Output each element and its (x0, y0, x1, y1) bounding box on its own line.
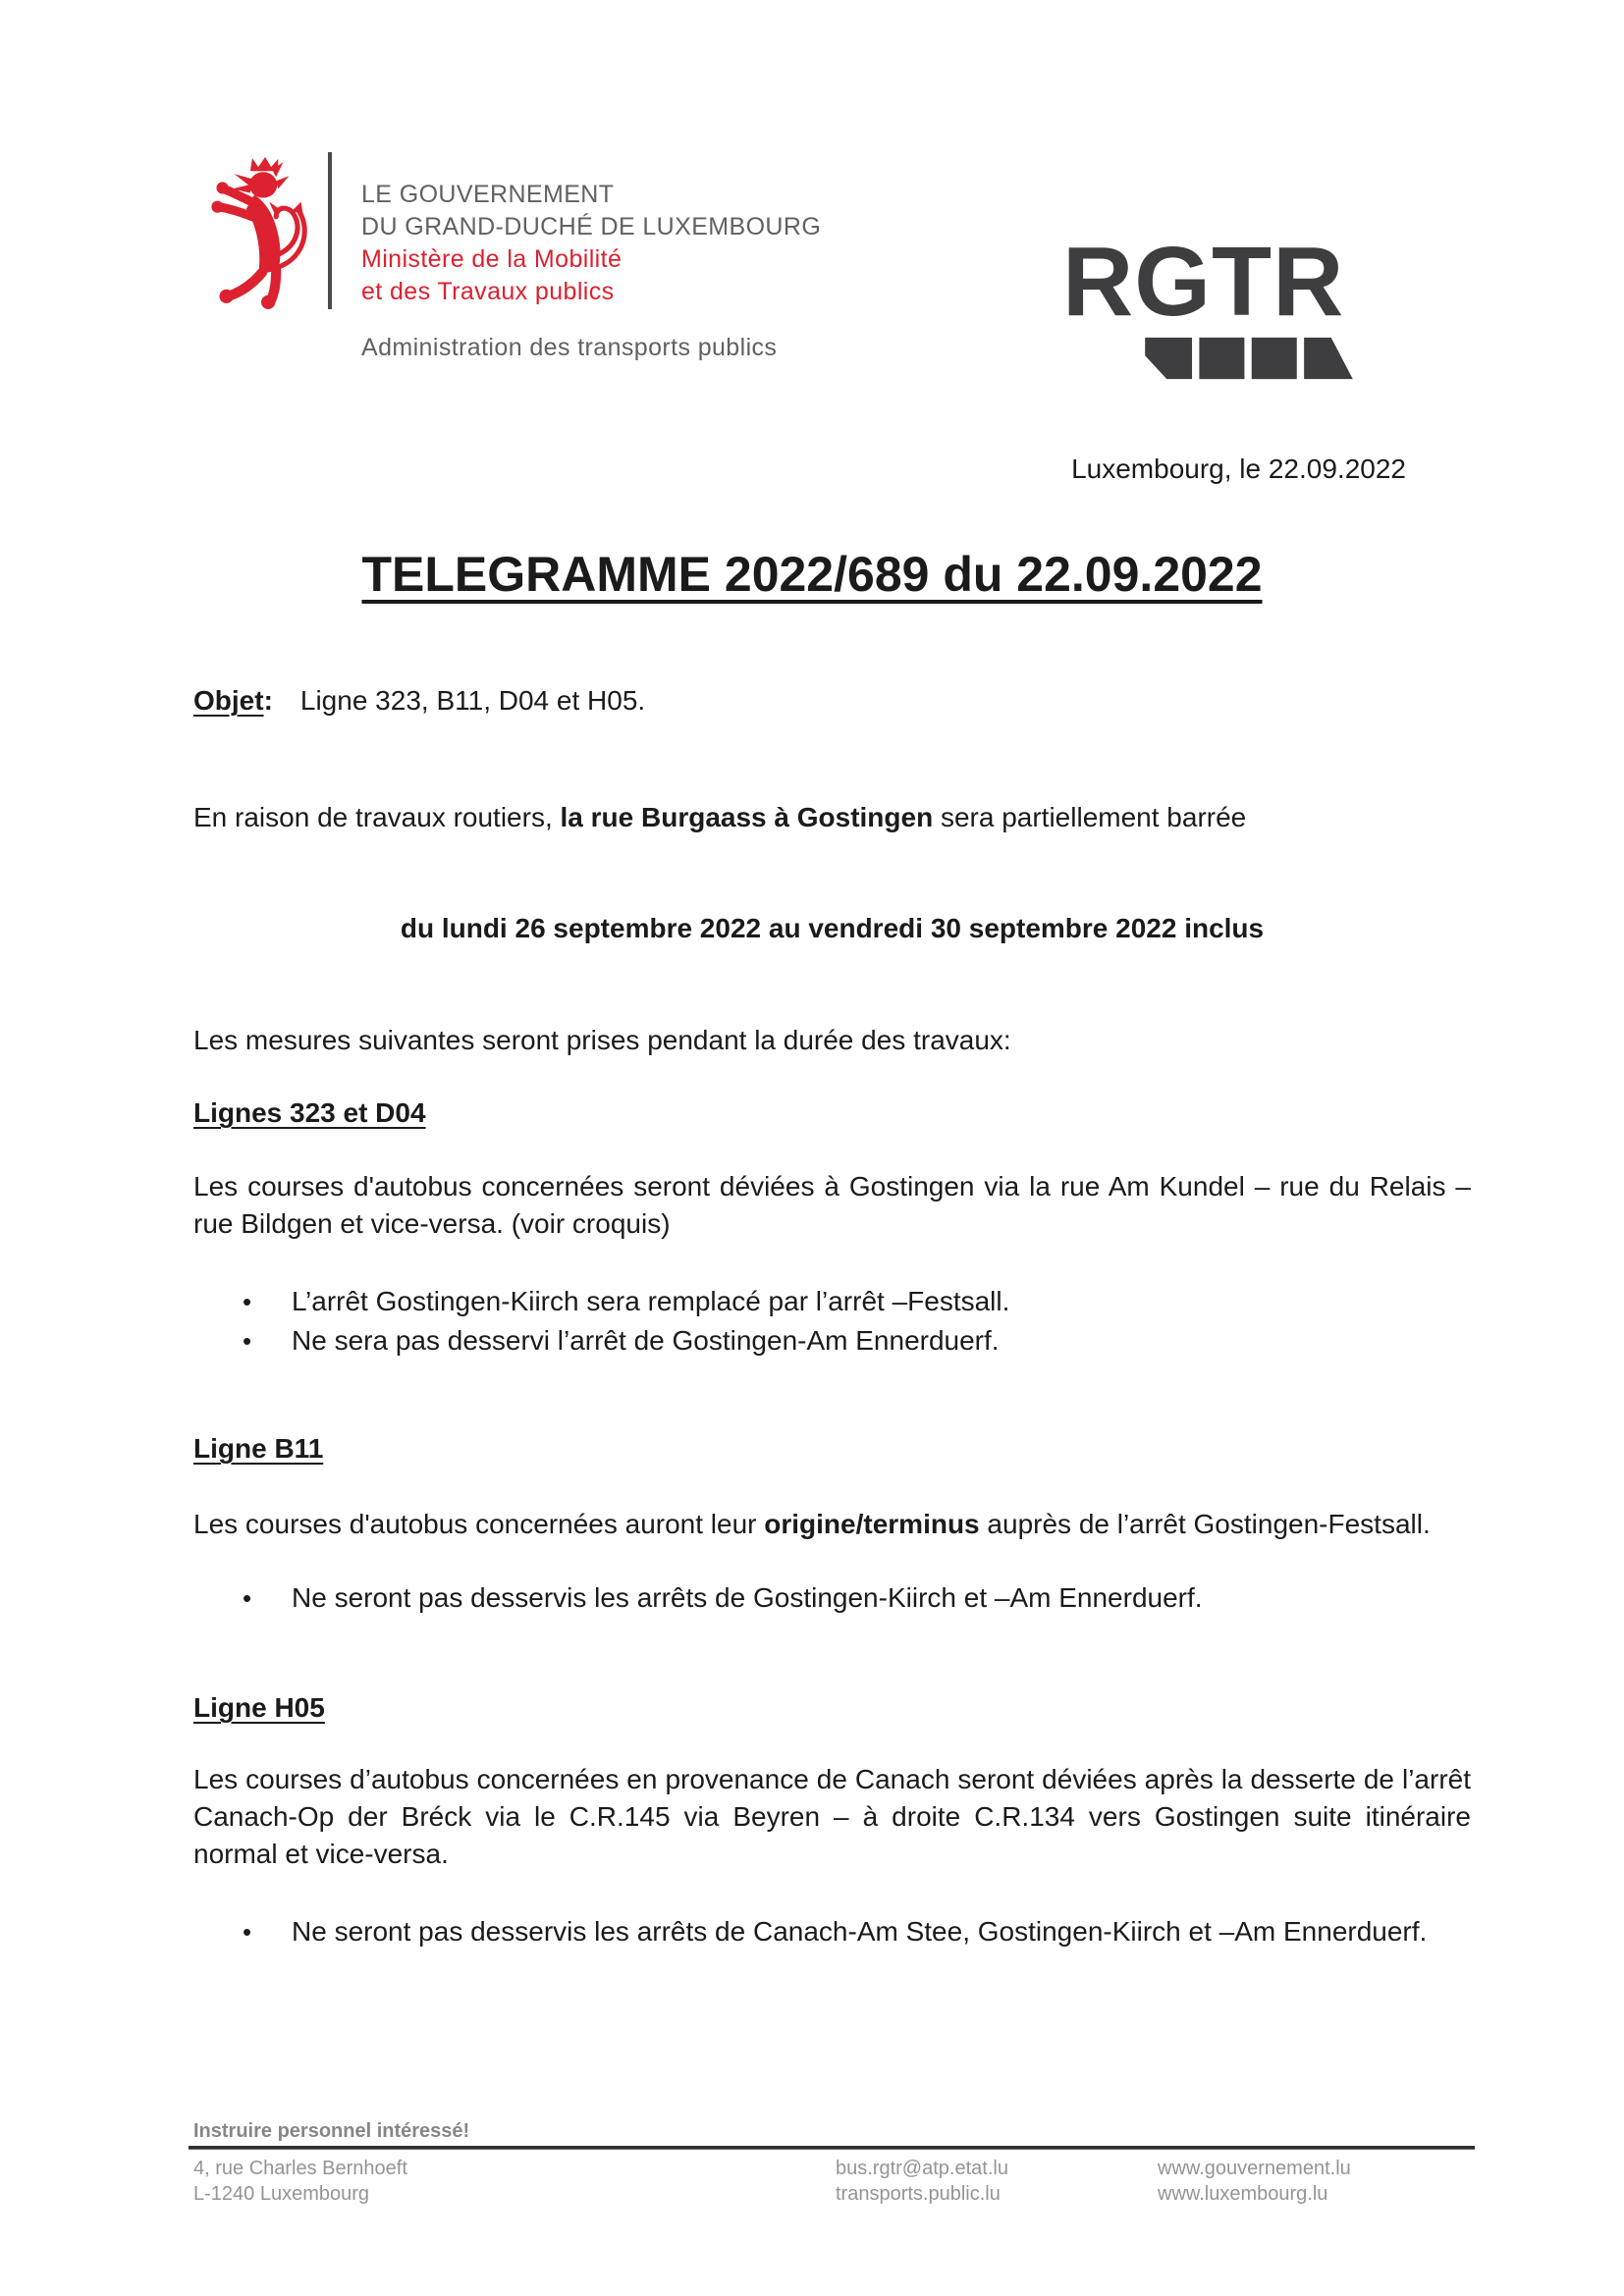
list-item-text: Ne seront pas desservis les arrêts de Gostingen-Kiirch et –Am Ennerduerf. (292, 1582, 1203, 1613)
footer-note: Instruire personnel intéressé! (193, 2120, 470, 2142)
section-heading-h05: Ligne H05 (193, 1692, 325, 1723)
document-title: TELEGRAMME 2022/689 du 22.09.2022 (361, 547, 1263, 602)
gov-line-2: DU GRAND-DUCHÉ DE LUXEMBOURG (361, 213, 822, 240)
objet-colon: : (263, 685, 273, 716)
government-logo-text (361, 179, 821, 308)
bullet-dot: • (243, 1583, 252, 1613)
section-heading-323-d04: Lignes 323 et D04 (193, 1097, 426, 1128)
section-heading-b11: Ligne B11 (193, 1433, 324, 1464)
para-text: Les courses d'autobus concernées seront déviées à Gostingen via la rue Am Kundel – rue du Relais – rue Bildgen et vice-versa. (voir croquis) (193, 1171, 1471, 1239)
bullet-dot: • (243, 1287, 252, 1316)
luxembourg-lion-icon (208, 155, 308, 310)
ministry-line-1: Ministère de la Mobilité (361, 245, 623, 273)
para-text: Les courses d’autobus concernées en provenance de Canach seront déviées après la desserte de l’arrêt Canach-Op der Bréck via le C.R.145 via Beyren – à droite C.R.134 vers Gostingen suite itinéraire normal et vice-versa. (193, 1764, 1471, 1869)
list-item (193, 1578, 1471, 1618)
rgtr-logo-text: RGTR (1062, 227, 1345, 337)
para-text: Les courses d'autobus concernées auront leur (193, 1509, 765, 1539)
footer-contact (836, 2156, 1008, 2207)
bullet-list-323-d04 (193, 1282, 1471, 1361)
para-bold: origine/terminus (764, 1509, 980, 1539)
ministry-line-2: et des Travaux publics (361, 278, 615, 305)
list-item-text: L’arrêt Gostingen-Kiirch sera remplacé par l’arrêt –Festsall. (292, 1286, 1010, 1316)
closure-period: du lundi 26 septembre 2022 au vendredi 30 septembre 2022 inclus (400, 913, 1265, 943)
list-item-text: Ne seront pas desservis les arrêts de Canach-Am Stee, Gostingen-Kiirch et –Am Ennerduerf. (292, 1916, 1428, 1947)
logo-divider (328, 152, 332, 309)
list-item (193, 1912, 1471, 1951)
reason-street-bold: la rue Burgaass à Gostingen (560, 802, 934, 832)
footer-lux-site: www.luxembourg.lu (1158, 2183, 1328, 2205)
bullet-dot: • (243, 1326, 252, 1356)
bullet-list-b11 (193, 1578, 1471, 1618)
footer-address-line2: L-1240 Luxembourg (193, 2183, 370, 2205)
footer-address-line1: 4, rue Charles Bernhoeft (193, 2158, 407, 2179)
reason-post: sera partiellement barrée (933, 802, 1247, 832)
list-item-text: Ne sera pas desservi l’arrêt de Gostingen-Am Ennerduerf. (292, 1325, 1000, 1356)
gov-line-1: LE GOUVERNEMENT (361, 181, 615, 208)
measures-intro: Les mesures suivantes seront prises pendant la durée des travaux: (193, 1025, 1011, 1055)
place-date: Luxembourg, le 22.09.2022 (1071, 454, 1406, 484)
reason-pre: En raison de travaux routiers, (193, 802, 561, 832)
footer-email: bus.rgtr@atp.etat.lu (836, 2158, 1008, 2179)
rgtr-bus-icon (1142, 336, 1356, 381)
administration-label: Administration des transports publics (361, 334, 778, 361)
bullet-list-h05 (193, 1912, 1471, 1951)
section-paragraph-323-d04 (193, 1168, 1471, 1243)
footer-gov-site: www.gouvernement.lu (1158, 2158, 1351, 2179)
list-item (193, 1282, 1471, 1321)
para-text: auprès de l’arrêt Gostingen-Festsall. (979, 1509, 1431, 1539)
objet-label: Objet (193, 685, 264, 716)
section-paragraph-h05 (193, 1761, 1471, 1873)
objet-line (193, 685, 645, 717)
objet-value: Ligne 323, B11, D04 et H05. (299, 685, 646, 716)
footer-divider (189, 2146, 1475, 2150)
reason-paragraph (193, 799, 1471, 836)
list-item (193, 1321, 1471, 1361)
bullet-dot: • (243, 1917, 252, 1947)
footer-address (193, 2156, 407, 2207)
footer-transport-site: transports.public.lu (836, 2183, 1001, 2205)
section-paragraph-b11 (193, 1506, 1471, 1543)
footer-websites (1158, 2156, 1351, 2207)
